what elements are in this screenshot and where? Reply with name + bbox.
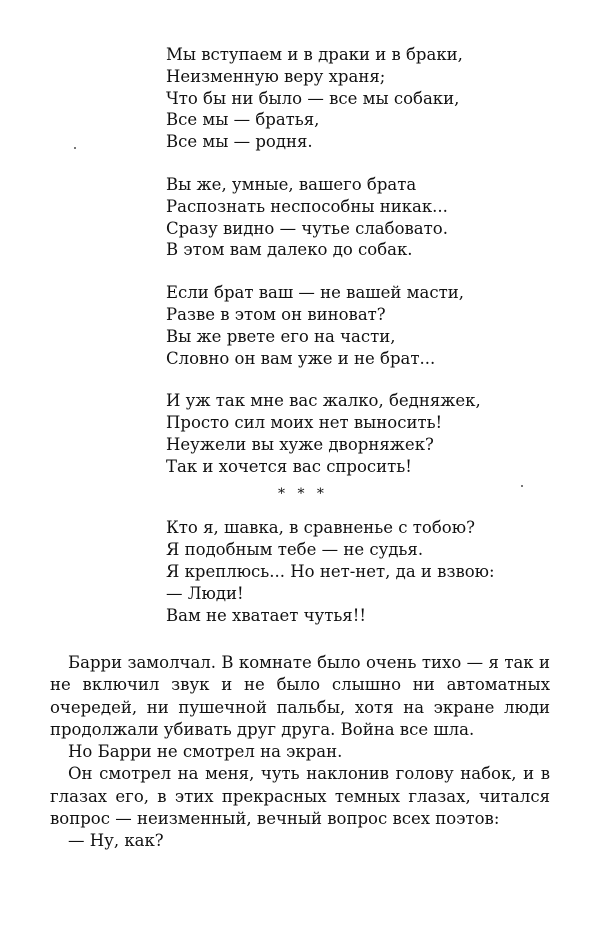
paragraph: — Ну, как? [68, 831, 164, 851]
poem-stanza-3 [166, 282, 506, 369]
poem-line: Я подобным тебе — не судья. [166, 540, 424, 560]
poem-line: Все мы — родня. [166, 132, 313, 152]
scan-speck [74, 147, 76, 149]
poem-line: И уж так мне вас жалко, бедняжек, [166, 391, 481, 411]
poem-line: Разве в этом он виноват? [166, 304, 386, 324]
poem-stanza-1 [166, 44, 506, 153]
paragraph: Барри замолчал. В комнате было очень тихо — я так и не включил звук и не было слышно ни автоматных очередей, ни пушечной пальбы, хотя на экране люди продолжали убивать друг друга. Война все шла. [50, 653, 550, 739]
poem-line: Неизменную веру храня; [166, 66, 386, 86]
poem-line: Вам не хватает чутья!! [166, 605, 366, 625]
poem-line: Неужели вы хуже дворняжек? [166, 434, 434, 454]
poem-line: Словно он вам уже и не брат... [166, 348, 436, 368]
poem-line: Просто сил моих нет выносить! [166, 413, 443, 433]
poem-line: Кто я, шавка, в сравненье с тобою? [166, 518, 475, 538]
poem-line: Вы же, умные, вашего брата [166, 174, 417, 194]
poem-stanza-4 [166, 390, 506, 477]
poem-line: Что бы ни было — все мы собаки, [166, 88, 460, 108]
poem-line: Так и хочется вас спросить! [166, 456, 412, 476]
poem-line: Я креплюсь... Но нет-нет, да и взвою: [166, 561, 495, 581]
poem [166, 44, 506, 647]
poem-line: — Люди! [166, 583, 244, 603]
paragraph: Но Барри не смотрел на экран. [68, 742, 343, 762]
poem-line: Если брат ваш — не вашей масти, [166, 283, 464, 303]
prose-text [50, 652, 550, 853]
poem-line: Все мы — братья, [166, 110, 320, 130]
poem-line: Сразу видно — чутье слабовато. [166, 218, 448, 238]
section-separator: * * * [278, 485, 328, 502]
poem-line: Распознать неспособны никак... [166, 196, 448, 216]
poem-stanza-final [166, 517, 506, 626]
poem-line: В этом вам далеко до собак. [166, 240, 413, 260]
scan-speck [521, 485, 523, 487]
poem-stanza-2 [166, 174, 506, 261]
paragraph: Он смотрел на меня, чуть наклонив голову набок, и в глазах его, в этих прекрасных темных глазах, читался вопрос — неизменный, вечный вопрос всех поэтов: [50, 764, 550, 829]
poem-line: Вы же рвете его на части, [166, 326, 396, 346]
poem-line: Мы вступаем и в драки и в браки, [166, 45, 463, 64]
